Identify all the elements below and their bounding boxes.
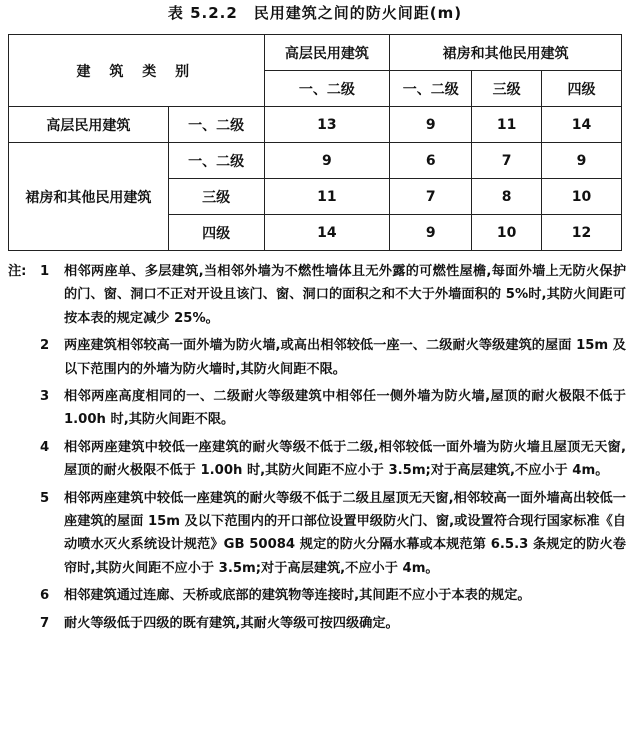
- table-cell: 12: [542, 215, 622, 251]
- notes: [8, 260, 626, 639]
- table-title: 表 5.2.2 民用建筑之间的防火间距(m): [167, 4, 463, 22]
- note-text: 两座建筑相邻较高一面外墙为防火墙,或高出相邻较低一座一、二级耐火等级建筑的屋面 15m 及以下范围内的外墙为防火墙时,其防火间距不限。: [64, 338, 626, 377]
- table-cell: 14: [264, 215, 390, 251]
- table-cell: 9: [264, 143, 390, 179]
- note-number: 7: [40, 615, 50, 631]
- table-cell: 10: [472, 215, 542, 251]
- row-grade-label: 四级: [168, 215, 264, 251]
- table-cell: 9: [390, 107, 472, 143]
- note-text: 相邻两座建筑中较低一座建筑的耐火等级不低于二级且屋顶无天窗,相邻较高一面外墙高出较低一座建筑的屋面 15m 及以下范围内的开口部位设置甲级防火门、窗,或设置符合现行国家标准《自动喷水灭火系统设计规范》GB 50084 规定的防火分隔水幕或本规范第 6.5.3 条规定的防火卷帘时,其防火间距不应小于 3.5m;对于高层建筑,不应小于 4m。: [64, 490, 626, 576]
- table-row: [9, 107, 622, 143]
- note-text: 相邻两座单、多层建筑,当相邻外墙为不燃性墙体且无外露的可燃性屋檐,每面外墙上无防火保护的门、窗、洞口不正对开设且该门、窗、洞口的面积之和不大于外墙面积的 5%时,其防火间距可按本表的规定减少 25%。: [64, 264, 626, 326]
- table-cell: 6: [390, 143, 472, 179]
- table-cell: 11: [264, 179, 390, 215]
- table-cell: 14: [542, 107, 622, 143]
- note-number: 5: [40, 490, 50, 506]
- row-grade-label: 一、二级: [168, 143, 264, 179]
- notes-prefix: 注:: [8, 264, 27, 279]
- header-podium-grade-3: 三级: [472, 71, 542, 107]
- note-number: 3: [40, 389, 50, 405]
- row-grade-label: 三级: [168, 179, 264, 215]
- header-category: 建 筑 类 别: [9, 35, 265, 107]
- note-item: [8, 260, 626, 330]
- header-podium-grade-12: 一、二级: [390, 71, 472, 107]
- note-item: [8, 487, 626, 581]
- table-cell: 10: [542, 179, 622, 215]
- note-number: 2: [40, 338, 50, 354]
- table-cell: 11: [472, 107, 542, 143]
- header-podium-other: 裙房和其他民用建筑: [390, 35, 622, 71]
- note-text: 相邻两座高度相同的一、二级耐火等级建筑中相邻任一侧外墙为防火墙,屋顶的耐火极限不低于 1.00h 时,其防火间距不限。: [64, 389, 626, 428]
- row-group-label: 裙房和其他民用建筑: [9, 143, 169, 251]
- header-high-rise-grade-12: 一、二级: [264, 71, 390, 107]
- table-cell: 8: [472, 179, 542, 215]
- table-cell: 9: [390, 215, 472, 251]
- table-cell: 9: [542, 143, 622, 179]
- header-row-1: [9, 35, 622, 71]
- table-cell: 7: [390, 179, 472, 215]
- table-row: [9, 143, 622, 179]
- note-number: 4: [40, 439, 50, 455]
- table-cell: 7: [472, 143, 542, 179]
- note-item: [8, 385, 626, 432]
- header-podium-grade-4: 四级: [542, 71, 622, 107]
- note-text: 耐火等级低于四级的既有建筑,其耐火等级可按四级确定。: [64, 615, 399, 631]
- note-number: 6: [40, 588, 50, 604]
- note-item: [8, 612, 626, 635]
- fire-separation-table: [8, 34, 622, 251]
- note-item: [8, 584, 626, 607]
- row-grade-label: 一、二级: [168, 107, 264, 143]
- header-high-rise: 高层民用建筑: [264, 35, 390, 71]
- note-text: 相邻两座建筑中较低一座建筑的耐火等级不低于二级,相邻较低一面外墙为防火墙且屋顶无天窗,屋顶的耐火极限不低于 1.00h 时,其防火间距不应小于 3.5m;对于高层建筑,不应小于 4m。: [64, 439, 626, 479]
- table-cell: 13: [264, 107, 390, 143]
- note-number: 1: [40, 264, 50, 279]
- note-item: [8, 436, 626, 483]
- note-text: 相邻建筑通过连廊、天桥或底部的建筑物等连接时,其间距不应小于本表的规定。: [64, 588, 531, 604]
- note-item: [8, 334, 626, 381]
- row-group-label: 高层民用建筑: [9, 107, 169, 143]
